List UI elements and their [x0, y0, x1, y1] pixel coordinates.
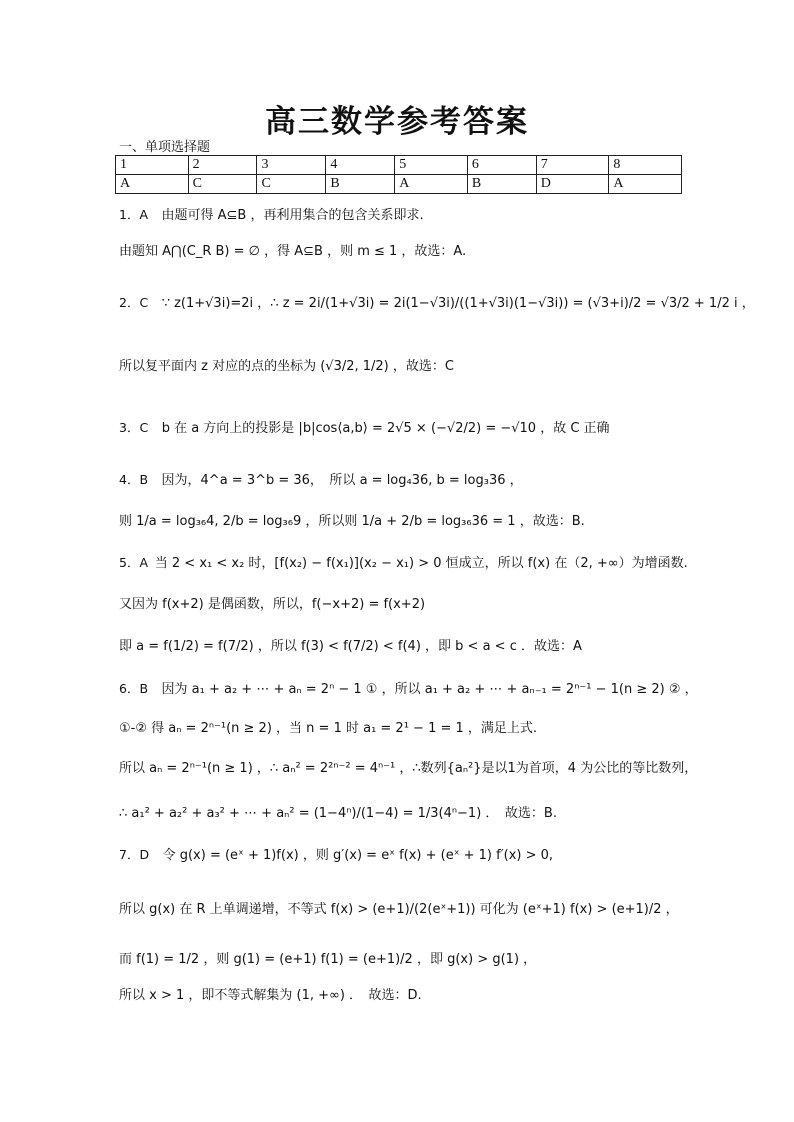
table-cell: 3	[257, 156, 326, 175]
q5-text-3: 即 a = f(1/2) = f(7/2) ，所以 f(3) < f(7/2) < f(4) ，即 b < a < c ．故选：A	[119, 639, 582, 654]
q6-text-3: 所以 aₙ = 2ⁿ⁻¹(n ≥ 1) ，∴ aₙ² = 2²ⁿ⁻² = 4ⁿ⁻¹ ，∴数列{aₙ²}是以1为首项，4 为公比的等比数列，	[119, 761, 698, 776]
q1-line-2	[119, 241, 466, 262]
q2-line-2	[119, 356, 454, 377]
q5-line-3	[119, 636, 582, 657]
table-cell: 4	[326, 156, 395, 175]
section-heading: 一、单项选择题	[119, 140, 211, 155]
q1-text-1: 由题可得 A⊆B ，再利用集合的包含关系即求.	[161, 208, 424, 223]
q4-line-2	[119, 511, 585, 532]
q4-text-1: 因为，4^a = 3^b = 36， 所以 a = log₄36, b = log₃36 ，	[161, 473, 523, 488]
q7-text-3: 而 f(1) = 1/2 ，则 g(1) = (e+1) f(1) = (e+1)/2 ，即 g(x) > g(1) ，	[119, 952, 537, 967]
table-cell: 5	[395, 156, 468, 175]
q7-line-2	[119, 899, 679, 920]
table-cell: A	[609, 175, 682, 194]
q6-line-1	[119, 679, 698, 700]
q2-line-1	[119, 293, 755, 314]
q5-line-2	[119, 594, 425, 615]
table-cell: D	[536, 175, 609, 194]
q2-text-1: ∵ z(1+√3i)=2i ，∴ z = 2i/(1+√3i) = 2i(1−√3i)/((1+√3i)(1−√3i)) = (√3+i)/2 = √3/2 + 1/2 i ，	[161, 296, 755, 311]
table-row-numbers	[116, 156, 682, 175]
table-cell: A	[116, 175, 189, 194]
table-cell: 2	[188, 156, 257, 175]
q5-line-1	[119, 553, 688, 574]
q4-text-2: 则 1/a = log₃₆4, 2/b = log₃₆9 ，所以则 1/a + 2/b = log₃₆36 = 1 ，故选：B.	[119, 514, 585, 529]
q7-line-3	[119, 949, 536, 970]
q6-line-3	[119, 758, 697, 779]
q2-number: 2．C	[119, 295, 149, 310]
q7-line-1	[119, 845, 553, 866]
table-cell: C	[188, 175, 257, 194]
table-cell: B	[326, 175, 395, 194]
q7-line-4	[119, 985, 422, 1006]
table-cell: B	[467, 175, 536, 194]
q5-text-1: 当 2 < x₁ < x₂ 时，[f(x₂) − f(x₁)](x₂ − x₁) > 0 恒成立，所以 f(x) 在（2, +∞）为增函数.	[154, 556, 688, 571]
q1-text-2: 由题知 A⋂(C_R B) = ∅ ，得 A⊆B ，则 m ≤ 1 ，故选：A.	[119, 244, 467, 259]
q6-text-2: ①-② 得 aₙ = 2ⁿ⁻¹(n ≥ 2) ，当 n = 1 时 a₁ = 2¹ − 1 = 1 ，满足上式.	[119, 721, 538, 736]
q3-number: 3．C	[119, 420, 149, 435]
q7-number: 7．D	[119, 847, 150, 862]
q7-text-4: 所以 x > 1 ，即不等式解集为 (1, +∞) ． 故选：D.	[119, 988, 422, 1003]
q4-number: 4．B	[119, 472, 149, 487]
q6-text-1: 因为 a₁ + a₂ + ⋯ + aₙ = 2ⁿ − 1 ① ，所以 a₁ + a₂ + ⋯ + aₙ₋₁ = 2ⁿ⁻¹ − 1(n ≥ 2) ② ，	[161, 682, 698, 697]
table-row-answers	[116, 175, 682, 194]
table-cell: A	[395, 175, 468, 194]
table-cell: 8	[609, 156, 682, 175]
q6-line-4	[119, 803, 557, 824]
q6-text-4: ∴ a₁² + a₂² + a₃² + ⋯ + aₙ² = (1−4ⁿ)/(1−4) = 1/3(4ⁿ−1) ． 故选：B.	[119, 806, 557, 821]
q6-number: 6．B	[119, 681, 149, 696]
answer-table	[115, 155, 682, 194]
q3-text-1: b 在 a 方向上的投影是 |b|cos⟨a,b⟩ = 2√5 × (−√2/2) = −√10 ，故 C 正确	[161, 421, 610, 436]
q6-line-2	[119, 718, 537, 739]
q5-text-2: 又因为 f(x+2) 是偶函数，所以，f(−x+2) = f(x+2)	[119, 597, 426, 612]
table-cell: 7	[536, 156, 609, 175]
q5-number: 5．A	[119, 555, 149, 570]
table-cell: C	[257, 175, 326, 194]
table-cell: 6	[467, 156, 536, 175]
q4-line-1	[119, 470, 523, 491]
q7-text-1: 令 g(x) = (eˣ + 1)f(x) ，则 g′(x) = eˣ f(x) + (eˣ + 1) f′(x) > 0,	[162, 848, 554, 863]
q3-line-1	[119, 418, 610, 439]
q7-text-2: 所以 g(x) 在 R 上单调递增，不等式 f(x) > (e+1)/(2(eˣ+1)) 可化为 (eˣ+1) f(x) > (e+1)/2 ，	[119, 902, 679, 917]
q1-number: 1．A	[119, 207, 149, 222]
table-cell: 1	[116, 156, 189, 175]
q1-line-1	[119, 205, 424, 226]
q2-text-2: 所以复平面内 z 对应的点的坐标为 (√3/2, 1/2) ，故选：C	[119, 359, 454, 374]
page-title: 高三数学参考答案	[265, 104, 529, 140]
